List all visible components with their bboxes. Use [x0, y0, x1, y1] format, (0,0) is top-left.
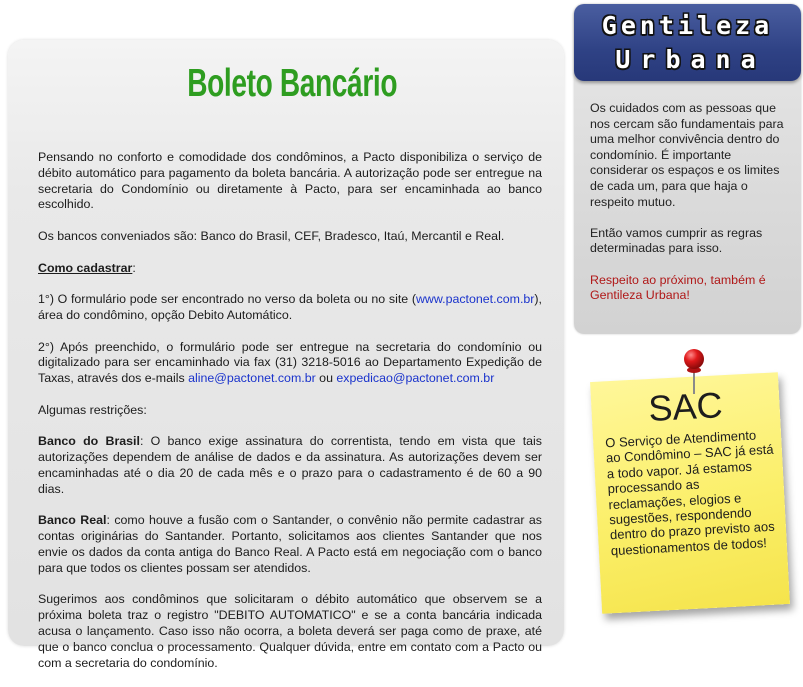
- banco-brasil-paragraph: [38, 434, 542, 497]
- push-pin-icon: [682, 348, 706, 398]
- banco-real-label: Banco Real: [38, 513, 107, 528]
- intro-paragraph: Pensando no conforto e comodidade dos condôminos, a Pacto disponibiliza o serviço de débito automático para pagamento da boleta bancária. A autorização pode ser entregue na secretaria do Condomínio ou diretamente à Pacto, para ser encaminhada ao banco escolhido.: [38, 150, 542, 212]
- gentileza-urbana-header: [574, 4, 801, 81]
- site-link[interactable]: www.pactonet.com.br: [415, 292, 535, 307]
- gentileza-urbana-widget: [574, 4, 801, 334]
- gentileza-paragraph-1: Os cuidados com as pessoas que nos cercam são fundamentais para uma melhor convivência dentro do condomínio. É importante considerar os espaços e os limites de cada um, para que haja o respeito mutuo.: [590, 101, 784, 209]
- closing-paragraph: Sugerimos aos condôminos que solicitaram o débito automático que observem se a próxima boleta traz o registro "DEBITO AUTOMATICO" e se a conta bancária indicada acusa o lançamento. Caso isso não ocorra, a boleta deverá ser paga como de praxe, até que o banco conclua o processamento. Qualquer dúvida, entre em contato com a Pacto ou com a secretaria do condomínio.: [38, 592, 542, 670]
- step2-paragraph: [38, 340, 542, 387]
- how-to-register-heading: [38, 261, 542, 277]
- gentileza-title-line2: Urbana: [615, 45, 766, 74]
- step2-text: 2°) Após preenchido, o formulário pode ser entregue na secretaria do condomínio ou digitalizado para ser encaminhado via fax (31) 3218-5016 ao Departamento Expedição de Taxas, através dos e-mails: [38, 339, 542, 386]
- email-link-expedicao[interactable]: expedicao@pactonet.com.br: [336, 371, 495, 386]
- gentileza-title-line1: Gentileza: [601, 11, 774, 40]
- banco-brasil-text: : O banco exige assinatura do correntista, tendo em vista que tais autorizações dependem de análise de dados e da assinatura. As autorizações devem ser encaminhadas até o dia 20 de cada mês e o prazo para o cadastramento é de 60 a 90 dias.: [38, 434, 543, 496]
- how-heading-text: Como cadastrar: [38, 260, 133, 275]
- article-body: [38, 150, 542, 687]
- restrictions-label: Algumas restrições:: [38, 402, 147, 417]
- step1-paragraph: [38, 292, 542, 324]
- gentileza-paragraph-2: Então vamos cumprir as regras determinadas para isso.: [590, 225, 763, 256]
- banco-real-paragraph: [38, 513, 542, 576]
- email-link-aline[interactable]: aline@pactonet.com.br: [188, 371, 316, 386]
- sac-sticky-note: [590, 372, 790, 614]
- gentileza-motto: Respeito ao próximo, também é Gentileza Urbana!: [590, 272, 766, 303]
- sac-title: SAC: [647, 384, 724, 430]
- sac-text: O Serviço de Atendimento ao Condômino – SAC já está a todo vapor. Já estamos processando as reclamações, elogios e sugestões, respondendo dentro do prazo previsto aos questionamentos de todos!: [604, 427, 776, 559]
- how-heading-colon: :: [132, 260, 136, 275]
- banco-brasil-label: Banco do Brasil: [38, 434, 140, 449]
- page-title: Boleto Bancário: [187, 62, 398, 105]
- gentileza-urbana-body: [590, 101, 786, 319]
- step2-or: ou: [315, 371, 337, 386]
- step1-text-a: 1°) O formulário pode ser encontrado no verso da boleta ou no site (: [38, 292, 416, 307]
- banks-paragraph: Os bancos conveniados são: Banco do Brasil, CEF, Bradesco, Itaú, Mercantil e Real.: [38, 228, 505, 243]
- main-content-panel: [8, 40, 564, 670]
- step1-text-b: ), área do condômino, opção Debito Automático.: [38, 292, 542, 322]
- banco-real-text: : como houve a fusão com o Santander, o convênio não permite cadastrar as contas originárias do Santander. Portanto, solicitamos aos clientes Santander que nos envie os dados da conta antiga do Banco Real. A Pacto está em negociação com o banco para que todos os clientes possam ser atendidos.: [38, 513, 543, 575]
